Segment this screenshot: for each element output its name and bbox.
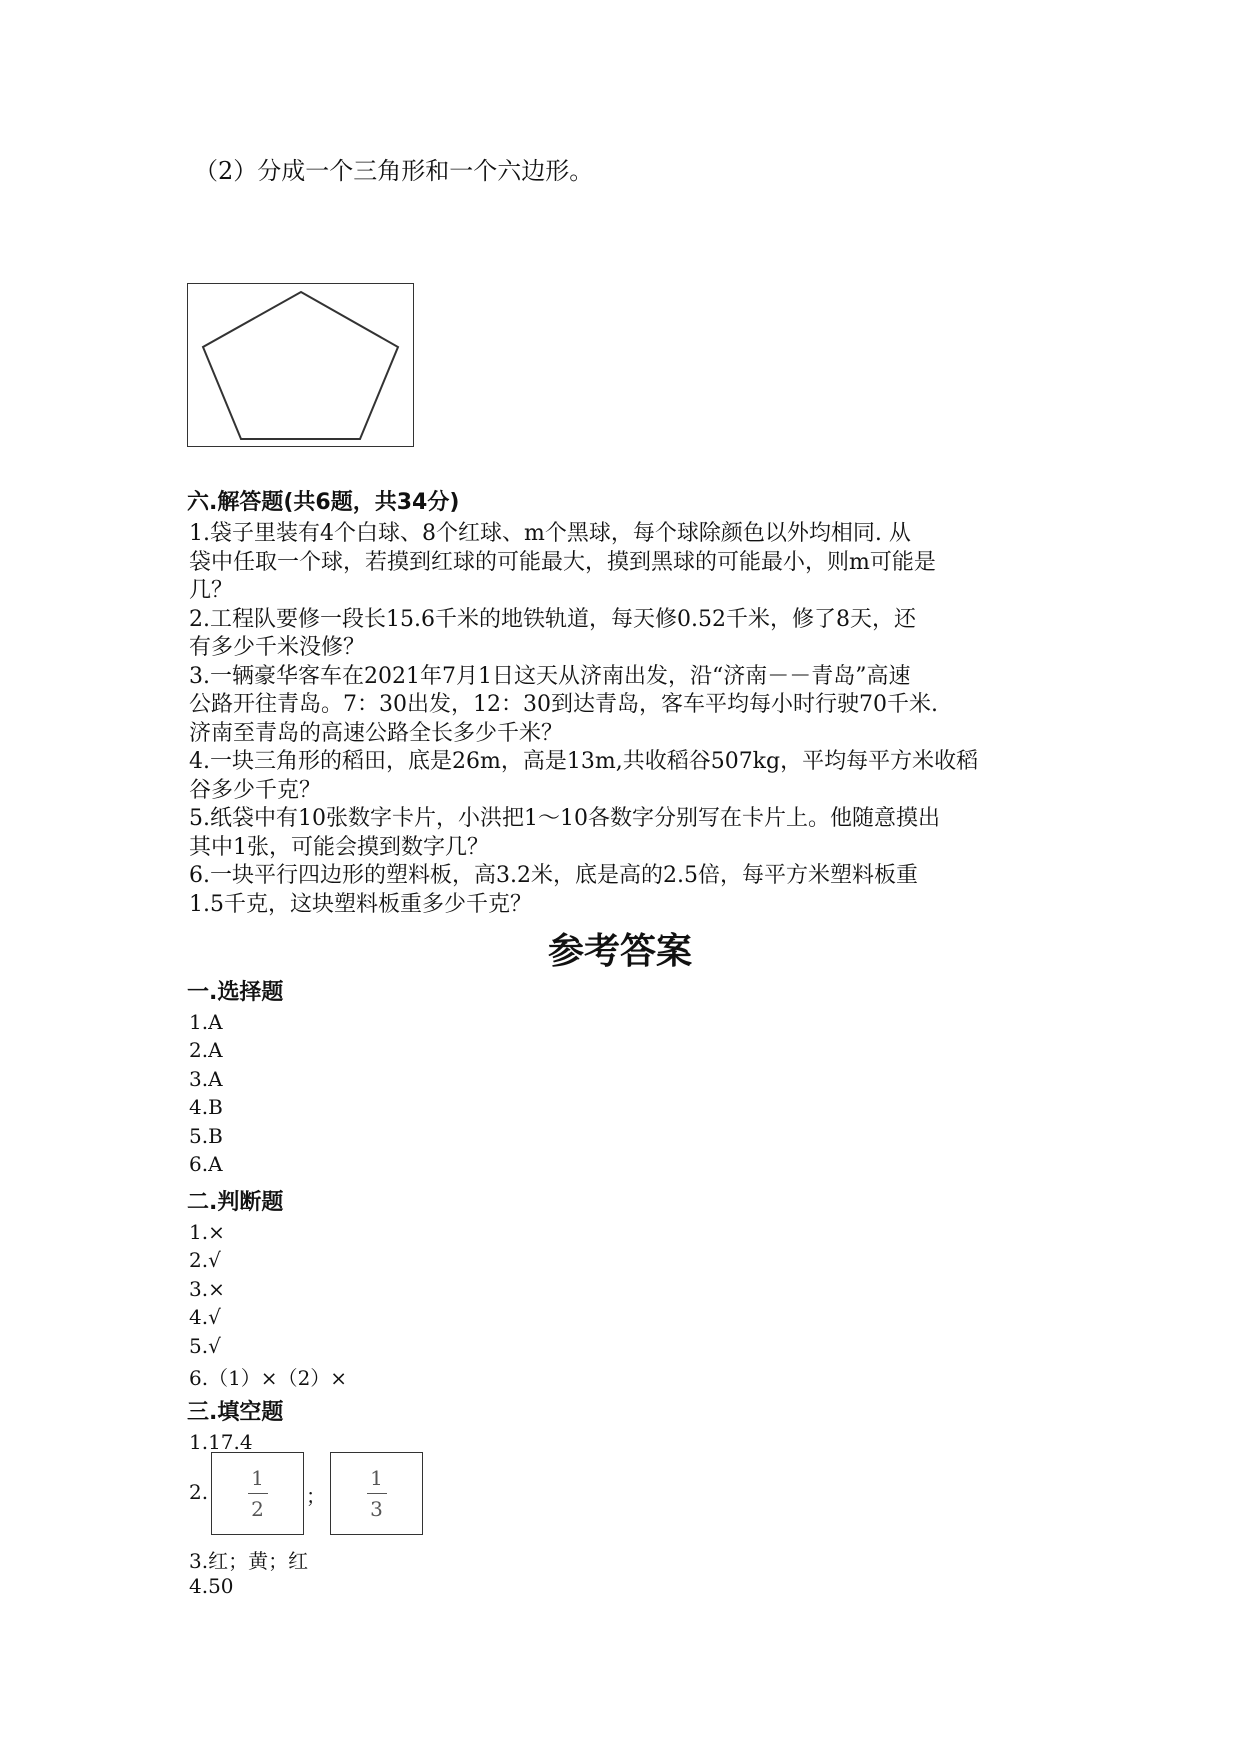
question-line: 济南至青岛的高速公路全长多少千米？ — [189, 721, 564, 746]
answer-item: 3.A — [189, 1067, 223, 1091]
answer-item: 1.17.4 — [189, 1430, 253, 1454]
question-line: 2.工程队要修一段长15.6千米的地铁轨道，每天修0.52千米，修了8天，还 — [189, 607, 916, 632]
fraction-bar — [367, 1493, 387, 1494]
answer-item: 4.50 — [189, 1574, 234, 1598]
pentagon-shape — [188, 284, 415, 448]
question-line: 5.纸袋中有10张数字卡片，小洪把1～10各数字分别写在卡片上。他随意摸出 — [189, 806, 940, 831]
question-line: 4.一块三角形的稻田，底是26m，高是13m,共收稻谷507kg，平均每平方米收稻 — [189, 749, 979, 774]
question-line: 6.一块平行四边形的塑料板，高3.2米，底是高的2.5倍，每平方米塑料板重 — [189, 863, 918, 888]
question-line: 几？ — [189, 578, 234, 603]
answer-item: 4.B — [189, 1095, 223, 1119]
answer-item: 2.√ — [189, 1248, 221, 1272]
answers-title: 参考答案 — [547, 931, 692, 972]
question-line: 1.5千克，这块塑料板重多少千克？ — [189, 892, 532, 917]
question-line: 1.袋子里装有4个白球、8个红球、m个黑球，每个球除颜色以外均相同. 从 — [189, 521, 911, 546]
answers-section-1-title: 一.选择题 — [187, 980, 284, 1005]
answer-item: 1.A — [189, 1010, 223, 1034]
answer-item: 4.√ — [189, 1305, 221, 1329]
question-line: 谷多少千克？ — [189, 778, 322, 803]
pentagon-figure — [187, 283, 414, 447]
fraction-denominator: 3 — [370, 1497, 383, 1521]
answer-item: 6.A — [189, 1152, 223, 1176]
fraction-numerator: 1 — [251, 1466, 264, 1490]
answer-item: 6.（1）×（2）× — [189, 1366, 348, 1390]
answers-section-2-title: 二.判断题 — [187, 1190, 284, 1215]
section-6-title: 六.解答题(共6题，共34分) — [187, 490, 460, 515]
question-line: 有多少千米没修？ — [189, 635, 366, 660]
question-line: 3.一辆豪华客车在2021年7月1日这天从济南出发，沿“济南－－青岛”高速 — [189, 664, 911, 689]
fraction-denominator: 2 — [251, 1497, 264, 1521]
fraction-numerator: 1 — [370, 1466, 383, 1490]
question-part-2-text: （2）分成一个三角形和一个六边形。 — [194, 157, 594, 185]
answer-item: 3.× — [189, 1277, 225, 1301]
answer-item: 3.红；黄；红 — [189, 1549, 309, 1573]
answer-separator: ； — [306, 1484, 326, 1508]
answer-item: 5.B — [189, 1124, 223, 1148]
fraction-bar — [248, 1493, 268, 1494]
question-line: 其中1张，可能会摸到数字几？ — [189, 835, 489, 860]
answer-item-label: 2. — [189, 1480, 209, 1504]
answers-section-3-title: 三.填空题 — [187, 1400, 284, 1425]
question-line: 袋中任取一个球，若摸到红球的可能最大，摸到黑球的可能最小，则m可能是 — [189, 550, 936, 575]
answer-item: 2.A — [189, 1038, 223, 1062]
fraction-answer-box — [211, 1452, 304, 1535]
fraction-answer-box — [330, 1452, 423, 1535]
question-line: 公路开往青岛。7：30出发，12：30到达青岛，客车平均每小时行驶70千米. — [189, 692, 938, 717]
answer-item: 1.× — [189, 1220, 225, 1244]
answer-item: 5.√ — [189, 1334, 221, 1358]
